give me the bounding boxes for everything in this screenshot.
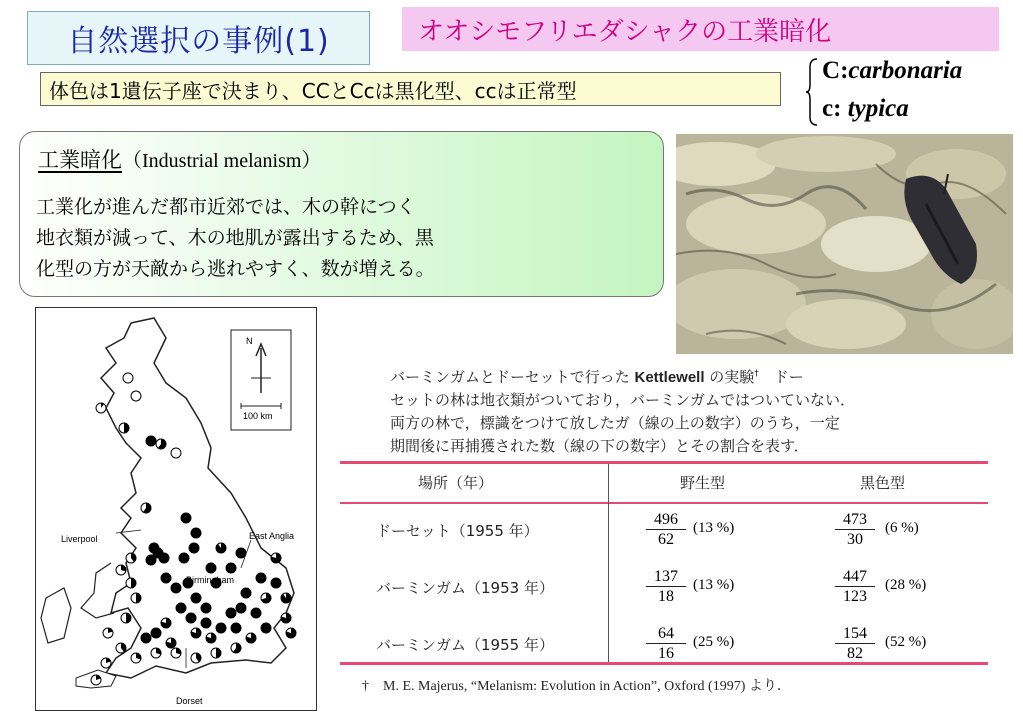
info-body: 工業化が進んだ都市近郊では、木の幹につく 地衣類が減って、木の地肌が露出するため、黒 化型の方が天敵から逃れやすく、数が増える。 <box>36 196 435 280</box>
map-sample-site <box>189 543 199 553</box>
moth-photo <box>676 134 1013 354</box>
scale-bar-label: 100 km <box>243 411 273 421</box>
genotype-symbol: c <box>822 95 834 122</box>
map-sample-site <box>176 603 186 613</box>
map-sample-site <box>206 563 216 573</box>
map-sample-site <box>201 618 211 628</box>
brace-icon <box>805 57 819 127</box>
britain-map-svg <box>36 308 316 710</box>
slide-title-text: 自然選択の事例(1) <box>67 24 330 59</box>
genetics-note-text: 体色は1遺伝子座で決まり、CCとCcは黒化型、ccは正常型 <box>49 78 577 103</box>
genotype-name: carbonaria <box>848 57 963 84</box>
map-sample-site <box>123 373 133 383</box>
map-sample-site <box>231 623 241 633</box>
map-sample-site <box>171 583 181 593</box>
map-sample-site <box>159 553 169 563</box>
map-sample-site <box>226 608 236 618</box>
map-sample-site <box>191 593 201 603</box>
wild-percent: (25 %) <box>693 634 735 650</box>
slide-subtitle-text: オオシモフリエダシャクの工業暗化 <box>418 16 832 47</box>
caption-line-3: 両方の林で，標識をつけて放したガ（線の上の数字）のうち，一定 <box>390 414 840 432</box>
map-sample-site <box>151 628 161 638</box>
table-row-place: バーミンガム（1953 年） <box>376 579 554 597</box>
compass-north-label: N <box>246 336 253 346</box>
footnote: † M. E. Majerus, “Melanism: Evolution in Action”, Oxford (1997) より． <box>362 679 791 694</box>
map-sample-site <box>181 513 191 523</box>
birmingham-label: Birmingham <box>186 575 235 585</box>
map-sample-site <box>201 603 211 613</box>
info-heading-jp: 工業暗化 <box>38 148 122 172</box>
east-anglia-label: East Anglia <box>249 531 295 541</box>
table-row-place: ドーセット（1955 年） <box>376 522 539 540</box>
map-sample-site <box>241 588 251 598</box>
map-sample-site <box>161 573 171 583</box>
genotype-carbonaria: C:carbonaria <box>822 57 963 84</box>
wild-percent: (13 %) <box>693 577 735 593</box>
experiment-caption <box>390 363 970 458</box>
table-row-place: バーミンガム（1955 年） <box>376 636 554 654</box>
map-sample-site <box>251 608 261 618</box>
map-sample-site <box>131 391 141 401</box>
map-sample-site <box>226 563 236 573</box>
melanism-info-box <box>19 131 664 297</box>
map-sample-site <box>236 548 246 558</box>
black-percent: (28 %) <box>885 577 927 593</box>
info-heading <box>38 144 321 174</box>
table-column-divider <box>608 464 609 662</box>
liverpool-label: Liverpool <box>61 534 98 544</box>
black-fraction: $\frac{473}{30}$ <box>835 510 875 549</box>
map-sample-site <box>171 448 181 458</box>
wales-outline <box>81 563 114 618</box>
map-sample-site <box>146 436 156 446</box>
map-sample-site <box>236 603 246 613</box>
genotype-symbol: C <box>822 57 841 84</box>
map-sample-site <box>191 528 201 538</box>
wild-fraction: $\frac{137}{18}$ <box>646 567 686 606</box>
info-heading-en: （Industrial melanism） <box>122 150 322 172</box>
map-sample-site <box>216 623 226 633</box>
map-sample-site <box>256 573 266 583</box>
black-fraction: $\frac{447}{123}$ <box>835 567 875 606</box>
slide-subtitle <box>402 7 999 51</box>
map-sample-site <box>146 555 156 565</box>
genotype-name: typica <box>847 95 909 122</box>
wild-percent: (13 %) <box>693 520 735 536</box>
table-header-place: 場所（年） <box>418 474 494 492</box>
slide-title <box>27 11 370 65</box>
caption-line-1: バーミンガムとドーセットで行った Kettlewell の実験† ドー <box>390 368 804 386</box>
table-header-black: 黒色型 <box>860 474 906 492</box>
table-header-wild: 野生型 <box>680 474 726 492</box>
genotype-typica: c: typica <box>822 95 909 122</box>
caption-line-4: 期間後に再捕獲された数（線の下の数字）とその割合を表す． <box>390 437 809 455</box>
map-sample-site <box>186 613 196 623</box>
black-percent: (6 %) <box>885 520 919 536</box>
kettlewell-results-table <box>340 461 988 665</box>
caption-line-2: セットの林は地衣類がついており，バーミンガムではついていない． <box>390 391 856 409</box>
britain-distribution-map <box>35 307 317 711</box>
map-sample-site <box>271 578 281 588</box>
black-percent: (52 %) <box>885 634 927 650</box>
map-melanic-fraction <box>126 613 131 623</box>
map-sample-site <box>141 633 151 643</box>
map-sample-site <box>179 553 189 563</box>
ireland-outline <box>41 588 71 643</box>
moth-on-bark-image <box>676 134 1013 354</box>
map-sample-site <box>261 623 271 633</box>
wild-fraction: $\frac{64}{16}$ <box>646 624 686 663</box>
dorset-label: Dorset <box>176 696 203 706</box>
black-fraction: $\frac{154}{82}$ <box>835 624 875 663</box>
wild-fraction: $\frac{496}{62}$ <box>646 510 686 549</box>
genetics-note <box>40 72 781 106</box>
table-header-rule <box>340 502 988 504</box>
